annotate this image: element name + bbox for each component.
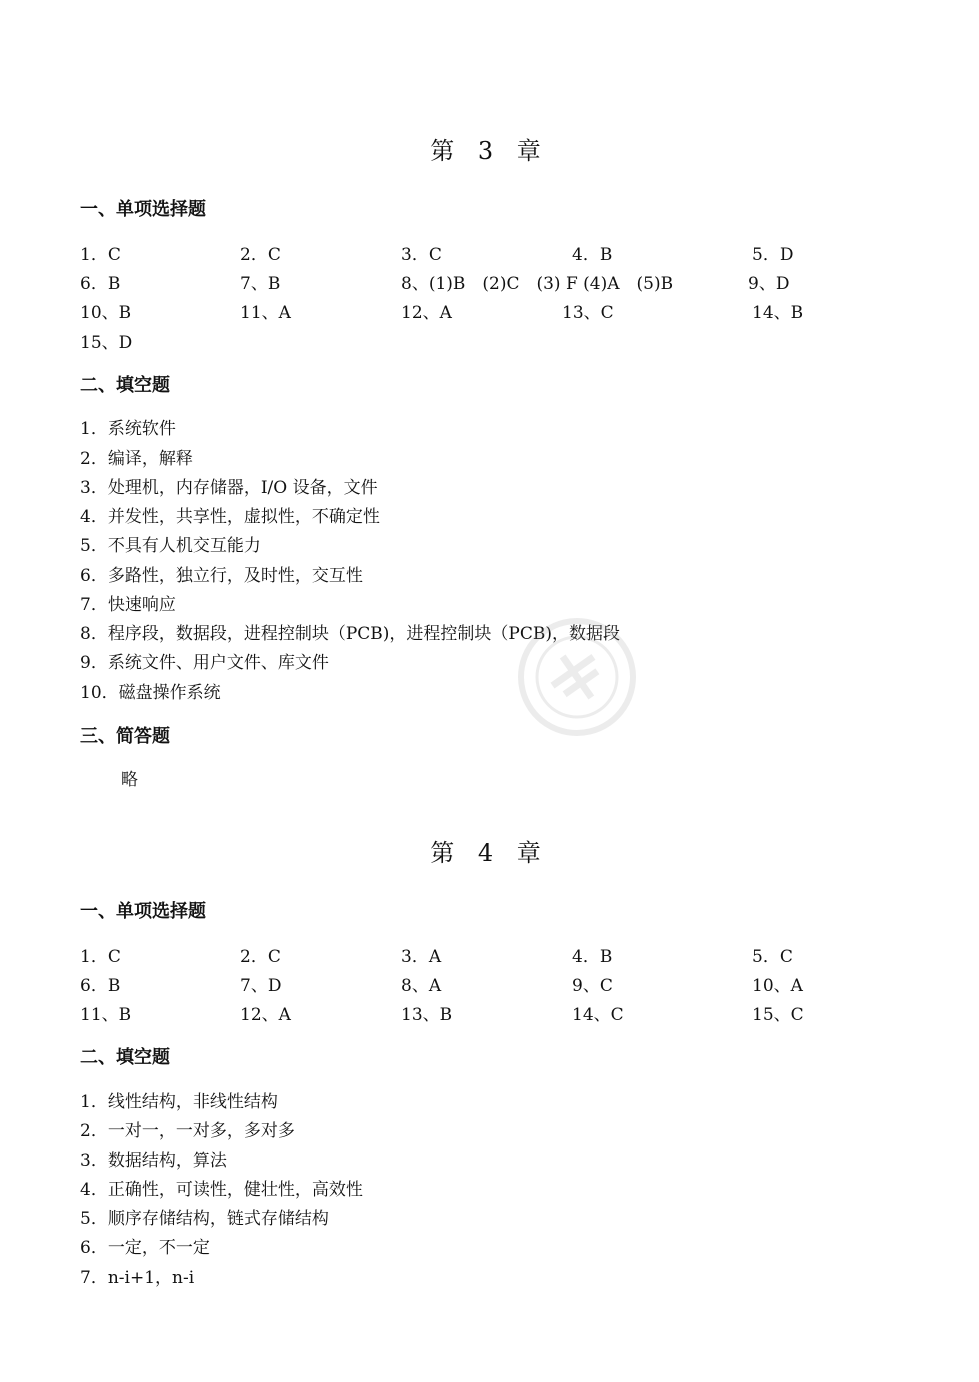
answer-cell: 13、B [401, 1005, 453, 1025]
ch3-fill-item: 5．不具有人机交互能力 [80, 536, 261, 556]
ch4-mcq-heading: 一、单项选择题 [80, 901, 206, 922]
answer-cell: 3．A [401, 947, 442, 967]
answer-cell: 10、A [752, 976, 803, 996]
ch3-fill-item: 3．处理机，内存储器，I/O 设备，文件 [80, 478, 378, 498]
ch3-fill-item: 6．多路性，独立行，及时性，交互性 [80, 566, 363, 586]
answer-cell: 5．D [752, 245, 794, 265]
ch4-mcq-row [0, 944, 979, 970]
ch3-fill-item: 8．程序段，数据段，进程控制块（PCB)，进程控制块（PCB)，数据段 [80, 624, 620, 644]
answer-cell: 12、A [240, 1005, 291, 1025]
ch4-fill-item: 6．一定，不一定 [80, 1238, 210, 1258]
ch4-mcq-row [0, 973, 979, 999]
answer-cell: 5．C [752, 947, 793, 967]
ch4-fill-heading: 二、填空题 [80, 1047, 170, 1068]
answer-cell: 13、C [562, 303, 614, 323]
answer-cell: 1．C [80, 245, 121, 265]
ch3-fill-heading: 二、填空题 [80, 375, 170, 396]
ch3-short-answer: 略 [121, 770, 138, 790]
ch4-fill-item: 4．正确性，可读性，健壮性，高效性 [80, 1180, 363, 1200]
answer-cell: 6．B [80, 274, 121, 294]
ch3-fill-item: 9．系统文件、用户文件、库文件 [80, 653, 329, 673]
answer-cell: 15、C [752, 1005, 804, 1025]
answer-cell: 11、A [240, 303, 291, 323]
ch3-fill-item: 2．编译，解释 [80, 449, 193, 469]
answer-cell: 9、D [748, 274, 790, 294]
ch4-mcq-row [0, 1002, 979, 1028]
ch3-fill-item: 4．并发性，共享性，虚拟性，不确定性 [80, 507, 380, 527]
answer-cell: 3．C [401, 245, 442, 265]
ch3-fill-item: 7．快速响应 [80, 595, 176, 615]
answer-cell: 7、B [240, 274, 281, 294]
answer-cell: 14、B [752, 303, 804, 323]
ch3-mcq-row [0, 271, 979, 297]
answer-cell: 8、A [401, 976, 442, 996]
answer-cell: 9、C [572, 976, 613, 996]
ch4-fill-item: 2．一对一，一对多，多对多 [80, 1121, 295, 1141]
answer-cell: 2．C [240, 245, 281, 265]
answer-cell: 15、D [80, 333, 133, 353]
answer-cell: 2．C [240, 947, 281, 967]
watermark-seal-icon [512, 612, 642, 742]
ch3-mcq-row [0, 300, 979, 326]
answer-cell: 1．C [80, 947, 121, 967]
answer-cell: 12、A [401, 303, 452, 323]
answer-cell: 4．B [572, 947, 613, 967]
ch4-fill-item: 1．线性结构，非线性结构 [80, 1092, 278, 1112]
ch4-fill-item: 3．数据结构，算法 [80, 1151, 227, 1171]
answer-cell: 10、B [80, 303, 132, 323]
answer-cell: 14、C [572, 1005, 624, 1025]
ch3-mcq-heading: 一、单项选择题 [80, 199, 206, 220]
ch3-fill-item: 10．磁盘操作系统 [80, 683, 221, 703]
ch4-fill-item: 7．n-i+1，n-i [80, 1268, 195, 1288]
answer-cell: 7、D [240, 976, 282, 996]
answer-cell: 8、(1)B (2)C (3) F (4)A (5)B [401, 274, 674, 294]
ch3-fill-item: 1．系统软件 [80, 419, 176, 439]
chapter-3-title: 第 3 章 [430, 137, 549, 165]
ch3-mcq-row [0, 242, 979, 268]
ch4-fill-item: 5．顺序存储结构，链式存储结构 [80, 1209, 329, 1229]
answer-cell: 4．B [572, 245, 613, 265]
answer-cell: 6．B [80, 976, 121, 996]
ch3-short-heading: 三、简答题 [80, 726, 170, 747]
answer-cell: 11、B [80, 1005, 132, 1025]
chapter-4-title: 第 4 章 [430, 839, 549, 867]
ch3-mcq-row [0, 330, 979, 356]
